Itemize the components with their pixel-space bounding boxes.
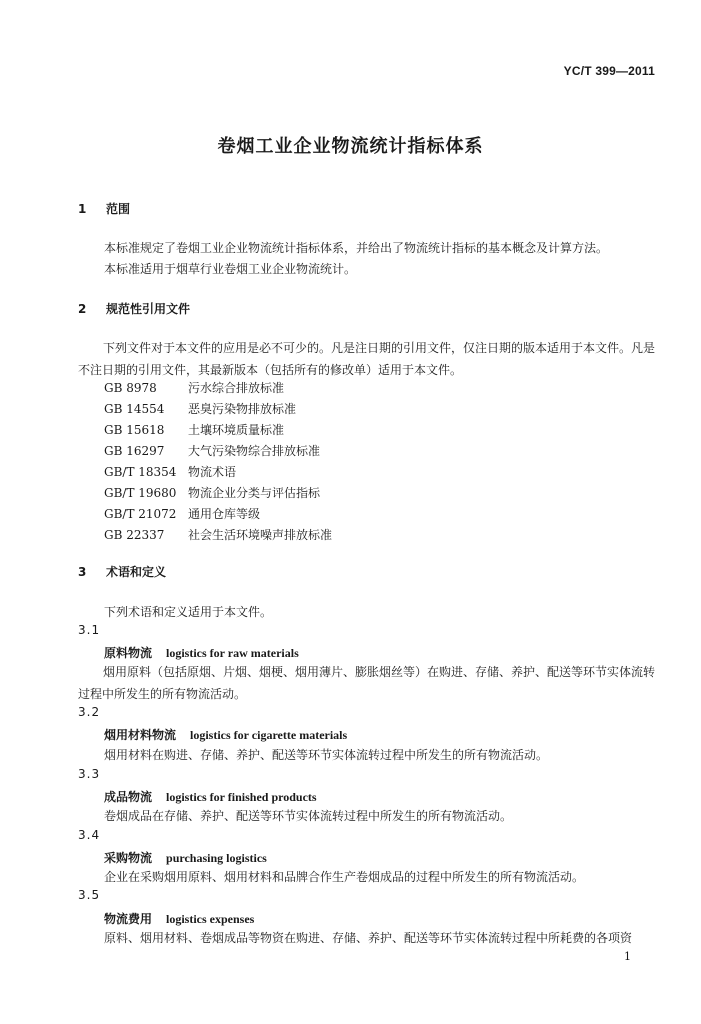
term-en: logistics for cigarette materials bbox=[190, 728, 348, 742]
reference-item bbox=[104, 400, 296, 417]
reference-item bbox=[104, 484, 320, 501]
section-title: 术语和定义 bbox=[106, 565, 167, 579]
term-en: logistics expenses bbox=[166, 912, 255, 926]
section-title: 范围 bbox=[106, 202, 131, 216]
term-number: 3.4 bbox=[78, 828, 101, 842]
reference-title: 社会生活环境噪声排放标准 bbox=[188, 528, 333, 542]
section-number: 2 bbox=[78, 302, 87, 316]
term-definition: 企业在采购烟用原料、烟用材料和品牌合作生产卷烟成品的过程中所发生的所有物流活动。 bbox=[104, 870, 585, 884]
term-definition: 原料、烟用材料、卷烟成品等物资在购进、存储、养护、配送等环节实体流转过程中所耗费的各项资 bbox=[104, 931, 633, 945]
reference-item bbox=[104, 421, 284, 438]
reference-item bbox=[104, 379, 284, 396]
term-en: logistics for finished products bbox=[166, 790, 317, 804]
term-zh: 物流费用 bbox=[104, 912, 153, 926]
reference-code: GB 14554 bbox=[104, 402, 165, 416]
reference-item bbox=[104, 505, 260, 522]
reference-title: 物流术语 bbox=[188, 465, 237, 479]
reference-code: GB 22337 bbox=[104, 528, 165, 542]
paragraph: 下列文件对于本文件的应用是必不可少的。凡是注日期的引用文件，仅注日期的版本适用于本文件。凡是不注日期的引用文件，其最新版本（包括所有的修改单）适用于本文件。 bbox=[78, 341, 656, 377]
reference-code: GB/T 21072 bbox=[104, 507, 177, 521]
term-zh: 采购物流 bbox=[104, 851, 153, 865]
paragraph: 下列术语和定义适用于本文件。 bbox=[104, 605, 273, 619]
section-3-heading bbox=[78, 563, 166, 580]
document-code: YC/T 399—2011 bbox=[563, 64, 655, 78]
term-zh: 成品物流 bbox=[104, 790, 153, 804]
reference-code: GB 15618 bbox=[104, 423, 165, 437]
reference-code: GB 16297 bbox=[104, 444, 165, 458]
paragraph: 本标准适用于烟草行业卷烟工业企业物流统计。 bbox=[104, 262, 357, 276]
section-number: 1 bbox=[78, 202, 87, 216]
term-definition: 烟用原料（包括原烟、片烟、烟梗、烟用薄片、膨胀烟丝等）在购进、存储、养护、配送等环节实体流转过程中所发生的所有物流活动。 bbox=[78, 665, 656, 701]
term-heading bbox=[104, 726, 347, 743]
reference-title: 大气污染物综合排放标准 bbox=[188, 444, 321, 458]
term-en: logistics for raw materials bbox=[166, 646, 299, 660]
reference-code: GB 8978 bbox=[104, 381, 157, 395]
term-heading bbox=[104, 910, 254, 927]
reference-code: GB/T 19680 bbox=[104, 486, 177, 500]
reference-title: 污水综合排放标准 bbox=[188, 381, 285, 395]
paragraph: 本标准规定了卷烟工业企业物流统计指标体系，并给出了物流统计指标的基本概念及计算方法。 bbox=[104, 241, 609, 255]
section-2-heading bbox=[78, 300, 190, 317]
reference-item bbox=[104, 526, 332, 543]
term-en: purchasing logistics bbox=[166, 851, 267, 865]
term-zh: 烟用材料物流 bbox=[104, 728, 177, 742]
page-number: 1 bbox=[624, 950, 631, 963]
section-title: 规范性引用文件 bbox=[106, 302, 191, 316]
reference-title: 土壤环境质量标准 bbox=[188, 423, 285, 437]
document-title: 卷烟工业企业物流统计指标体系 bbox=[217, 136, 484, 157]
term-zh: 原料物流 bbox=[104, 646, 153, 660]
term-definition: 烟用材料在购进、存储、养护、配送等环节实体流转过程中所发生的所有物流活动。 bbox=[104, 748, 549, 762]
term-number: 3.3 bbox=[78, 767, 101, 781]
term-heading bbox=[104, 644, 299, 661]
reference-title: 恶臭污染物排放标准 bbox=[188, 402, 297, 416]
term-number: 3.1 bbox=[78, 623, 101, 637]
section-1-heading bbox=[78, 200, 130, 217]
term-number: 3.5 bbox=[78, 888, 101, 902]
term-definition: 卷烟成品在存储、养护、配送等环节实体流转过程中所发生的所有物流活动。 bbox=[104, 809, 513, 823]
section-number: 3 bbox=[78, 565, 87, 579]
reference-title: 物流企业分类与评估指标 bbox=[188, 486, 321, 500]
reference-code: GB/T 18354 bbox=[104, 465, 177, 479]
term-heading bbox=[104, 788, 317, 805]
reference-item bbox=[104, 463, 236, 480]
term-heading bbox=[104, 849, 267, 866]
reference-item bbox=[104, 442, 320, 459]
term-number: 3.2 bbox=[78, 705, 101, 719]
reference-title: 通用仓库等级 bbox=[188, 507, 261, 521]
